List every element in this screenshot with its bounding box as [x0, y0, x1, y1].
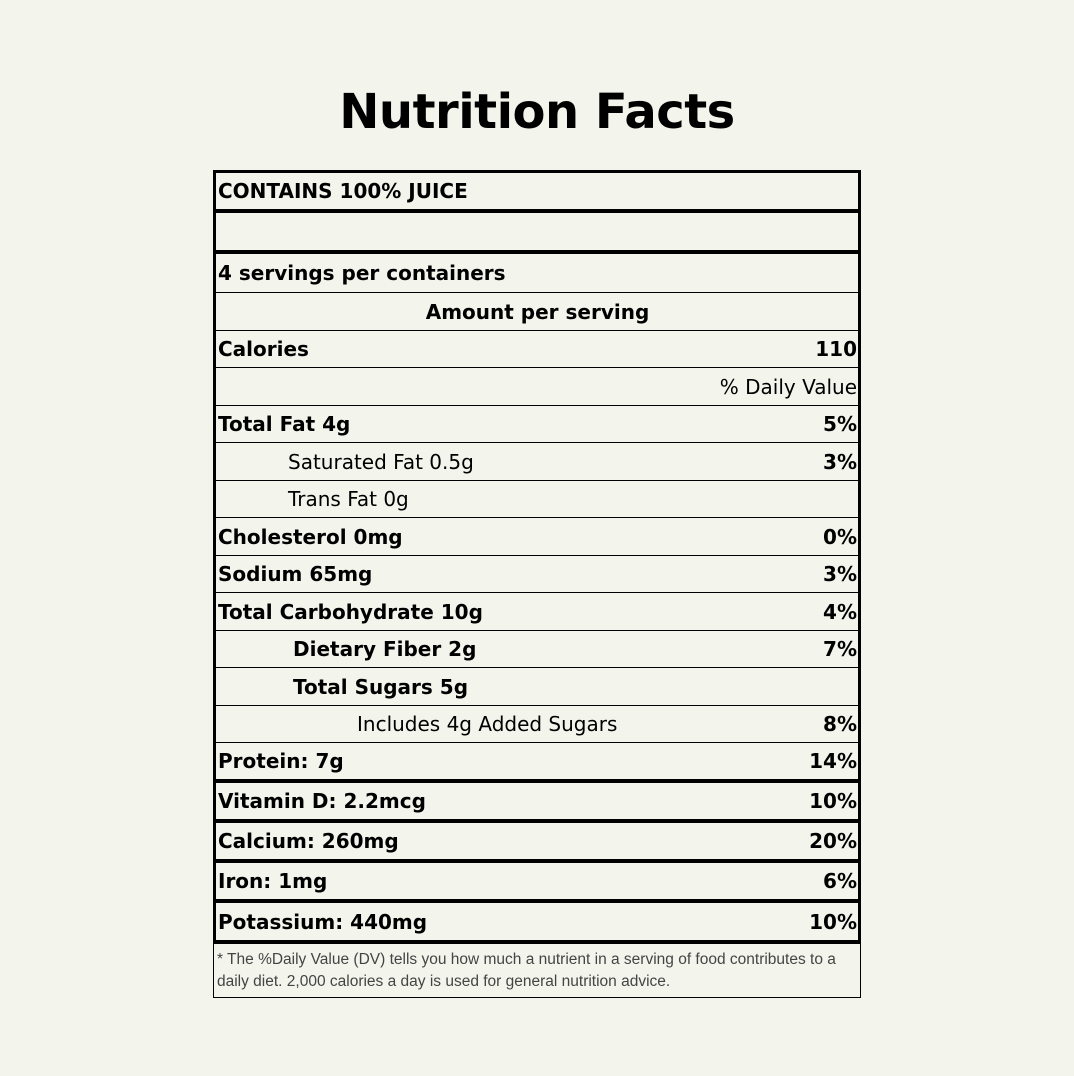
- nutrient-label-trans-fat: Trans Fat 0g: [288, 487, 409, 511]
- nutrient-dv-protein: 14%: [809, 749, 857, 773]
- nutrient-label-total-sugars: Total Sugars 5g: [293, 674, 469, 699]
- nutrient-label-protein: Protein: 7g: [218, 749, 344, 773]
- vitamin-label-potassium: Potassium: 440mg: [218, 909, 428, 934]
- calories-row: [213, 331, 861, 368]
- nutrient-label-dietary-fiber: Dietary Fiber 2g: [293, 637, 477, 661]
- vitamin-row: [213, 823, 861, 863]
- vitamin-row: [213, 783, 861, 823]
- nutrient-row: [213, 743, 861, 783]
- nutrient-label-cholesterol: Cholesterol 0mg: [218, 524, 403, 549]
- nutrient-dv-total-carbohydrate: 4%: [823, 599, 857, 624]
- blank-row: [213, 213, 861, 254]
- vitamin-row: [213, 863, 861, 903]
- nutrient-row: [213, 593, 861, 631]
- nutrient-row: [213, 556, 861, 593]
- nutrient-label-total-carbohydrate: Total Carbohydrate 10g: [218, 599, 483, 624]
- nutrient-row: [213, 481, 861, 518]
- vitamin-dv-potassium: 10%: [809, 909, 857, 934]
- nutrient-row: [213, 406, 861, 443]
- daily-value-header: % Daily Value: [719, 374, 857, 399]
- nutrient-dv-added-sugars: 8%: [823, 712, 857, 736]
- nutrition-label: [213, 170, 861, 998]
- vitamin-dv-vitamin-d: 10%: [809, 789, 857, 813]
- nutrient-row: [213, 668, 861, 706]
- servings-row: [213, 254, 861, 293]
- nutrient-row: [213, 631, 861, 668]
- vitamin-label-vitamin-d: Vitamin D: 2.2mcg: [218, 789, 426, 813]
- calories-value: 110: [815, 337, 857, 361]
- amount-per-serving-row: [213, 293, 861, 331]
- vitamin-row: [213, 903, 861, 944]
- vitamin-dv-iron: 6%: [823, 869, 857, 893]
- nutrient-label-sodium: Sodium 65mg: [218, 562, 373, 586]
- nutrient-label-added-sugars: Includes 4g Added Sugars: [357, 712, 618, 736]
- nutrient-row: [213, 706, 861, 743]
- vitamin-label-iron: Iron: 1mg: [218, 869, 328, 893]
- nutrient-label-saturated-fat: Saturated Fat 0.5g: [288, 449, 474, 474]
- daily-value-footnote: * The %Daily Value (DV) tells you how much a nutrient in a serving of food contributes to a daily diet. 2,000 calories a day is used for general nutrition advice.: [213, 944, 861, 998]
- contains-row: [213, 170, 861, 213]
- vitamin-label-calcium: Calcium: 260mg: [218, 829, 399, 853]
- servings-text: 4 servings per containers: [218, 261, 506, 285]
- nutrient-row: [213, 443, 861, 481]
- vitamin-dv-calcium: 20%: [809, 829, 857, 853]
- daily-value-header-row: [213, 368, 861, 406]
- nutrient-dv-saturated-fat: 3%: [823, 449, 857, 474]
- amount-per-serving-text: Amount per serving: [425, 299, 650, 324]
- nutrient-label-total-fat: Total Fat 4g: [218, 412, 351, 436]
- page-title: Nutrition Facts: [339, 84, 735, 140]
- nutrient-dv-dietary-fiber: 7%: [823, 637, 857, 661]
- calories-label: Calories: [218, 337, 309, 361]
- nutrient-dv-sodium: 3%: [823, 562, 857, 586]
- contains-text: CONTAINS 100% JUICE: [218, 179, 468, 203]
- nutrient-dv-cholesterol: 0%: [823, 524, 857, 549]
- nutrient-row: [213, 518, 861, 556]
- nutrient-dv-total-fat: 5%: [823, 412, 857, 436]
